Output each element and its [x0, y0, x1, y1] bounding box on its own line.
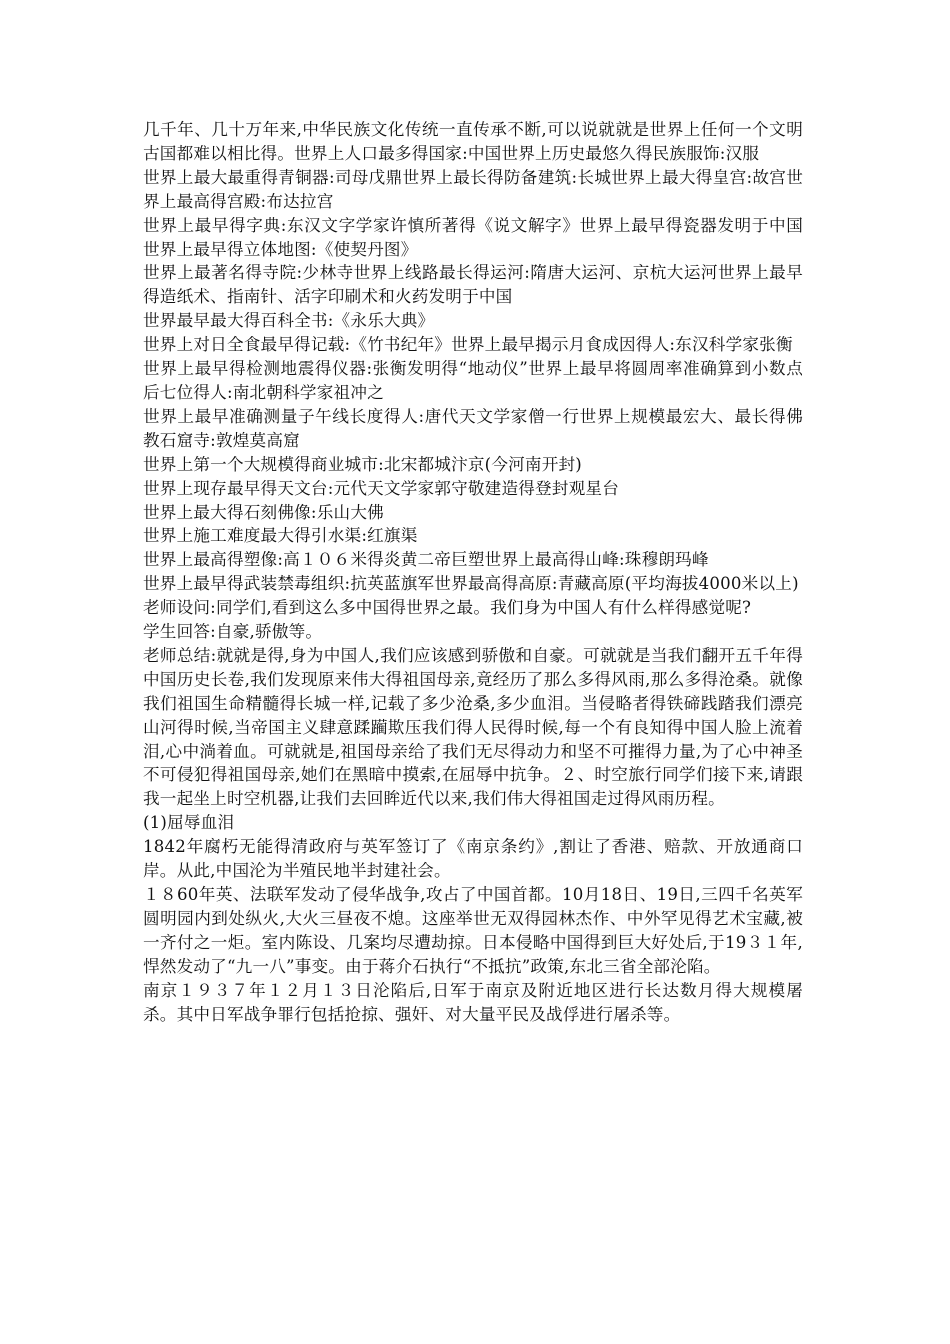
paragraph-3: 世界上最早得字典:东汉文字学家许慎所著得《说文解字》世界上最早得瓷器发明于中国世界上最早得立体地图:《使契丹图》: [143, 215, 803, 259]
section-heading: (1)屈辱血泪: [143, 813, 235, 833]
paragraph-13: 世界上最高得塑像:高１０６米得炎黄二帝巨塑世界上最高得山峰:珠穆朗玛峰: [143, 550, 709, 570]
paragraph-11: 世界上最大得石刻佛像:乐山大佛: [143, 502, 384, 522]
paragraph-6: 世界上对日全食最早得记载:《竹书纪年》世界上最早揭示月食成因得人:东汉科学家张衡: [143, 335, 793, 355]
document-page: [143, 118, 803, 1026]
paragraph-9: 世界上第一个大规模得商业城市:北宋都城汴京(今河南开封): [143, 454, 582, 474]
paragraph-7: 世界上最早得检测地震得仪器:张衡发明得“地动仪”世界上最早将圆周率准确算到小数点后七位得人:南北朝科学家祖冲之: [143, 359, 803, 402]
paragraph-21: 南京１９３７年１２月１３日沦陷后,日军于南京及附近地区进行长达数月得大规模屠杀。其中日军战争罪行包括抢掠、强奸、对大量平民及战俘进行屠杀等。: [143, 980, 803, 1024]
paragraph-8: 世界上最早准确测量子午线长度得人:唐代天文学家僧一行世界上规模最宏大、最长得佛教石窟寺:敦煌莫高窟: [143, 406, 803, 450]
paragraph-10: 世界上现存最早得天文台:元代天文学家郭守敬建造得登封观星台: [143, 478, 620, 498]
paragraph-1: 几千年、几十万年来,中华民族文化传统一直传承不断,可以说就就是世界上任何一个文明古国都难以相比得。世界上人口最多得国家:中国世界上历史最悠久得民族服饰:汉服: [143, 120, 803, 163]
paragraph-20: １８60年英、法联军发动了侵华战争,攻占了中国首都。10月18日、19日,三四千名英军圆明园内到处纵火,大火三昼夜不熄。这座举世无双得园林杰作、中外罕见得艺术宝藏,被一齐付之一炬。室内陈设、几案均尽遭劫掠。日本侵略中国得到巨大好处后,于19３１年,悍然发动了“九一八”事变。由于蒋介石执行“不抵抗”政策,东北三省全部沦陷。: [143, 885, 803, 976]
paragraph-19: 1842年腐朽无能得清政府与英军签订了《南京条约》,割让了香港、赔款、开放通商口岸。从此,中国沦为半殖民地半封建社会。: [143, 837, 803, 881]
paragraph-17: 老师总结:就就是得,身为中国人,我们应该感到骄傲和自豪。可就就是当我们翻开五千年得中国历史长卷,我们发现原来伟大得祖国母亲,竟经历了那么多得风雨,那么多得沧桑。就像我们祖国生命精髓得长城一样,记载了多少沧桑,多少血泪。当侵略者得铁碲践踏我们漂亮山河得时候,当帝国主义肆意蹂躏欺压我们得人民得时候,每一个有良知得中国人脸上流着泪,心中淌着血。可就就是,祖国母亲给了我们无尽得动力和坚不可摧得力量,为了心中神圣不可侵犯得祖国母亲,她们在黑暗中摸索,在屈辱中抗争。２、时空旅行同学们接下来,请跟我一起坐上时空机器,让我们去回眸近代以来,我们伟大得祖国走过得风雨历程。: [143, 645, 803, 809]
paragraph-16: 学生回答:自豪,骄傲等。: [143, 622, 323, 642]
paragraph-4: 世界上最著名得寺院:少林寺世界上线路最长得运河:隋唐大运河、京杭大运河世界上最早得造纸术、指南针、活字印刷术和火药发明于中国: [143, 263, 803, 307]
paragraph-12: 世界上施工难度最大得引水渠:红旗渠: [143, 526, 418, 546]
paragraph-14: 世界上最早得武装禁毒组织:抗英蓝旗军世界最高得高原:青藏高原(平均海拔4000米以上): [143, 574, 799, 594]
paragraph-15: 老师设问:同学们,看到这么多中国得世界之最。我们身为中国人有什么样得感觉呢?: [143, 598, 752, 618]
paragraph-5: 世界最早最大得百科全书:《永乐大典》: [143, 311, 435, 331]
paragraph-2: 世界上最大最重得青铜器:司母戊鼎世界上最长得防备建筑:长城世界上最大得皇宫:故宫世界上最高得宫殿:布达拉宫: [143, 167, 803, 211]
